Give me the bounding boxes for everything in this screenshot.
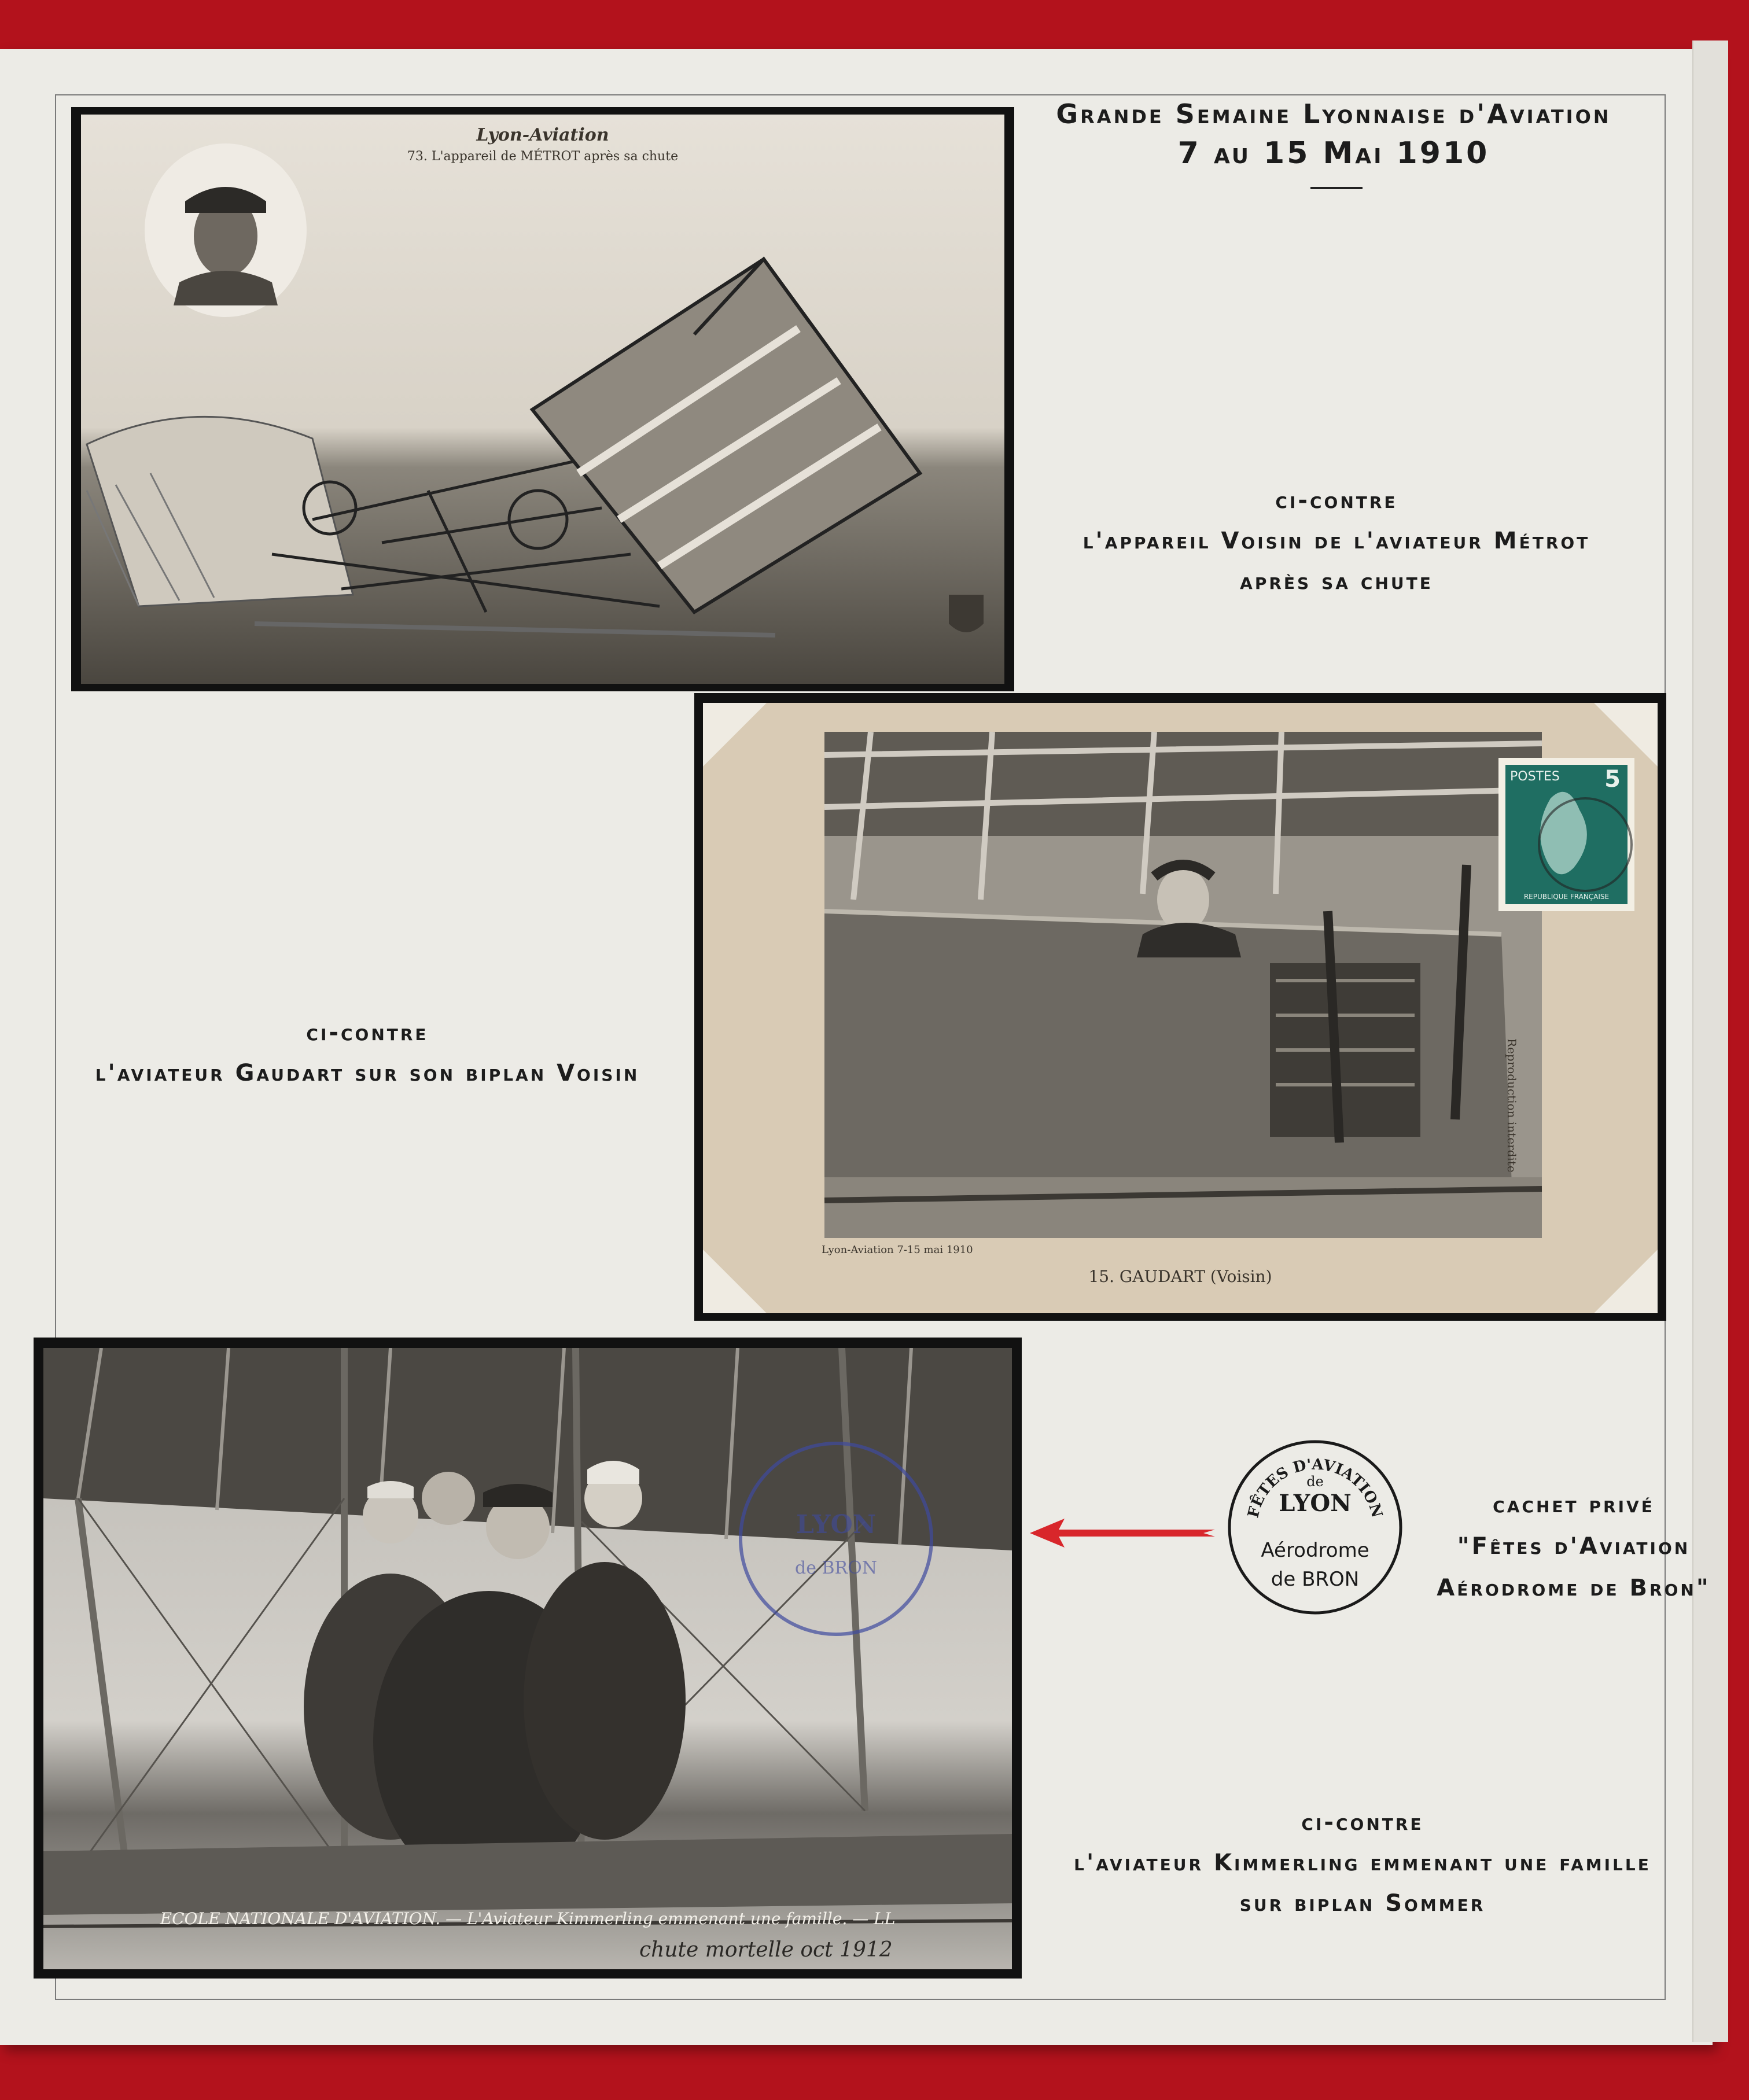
postcard-subheader: 73. L'appareil de MÉTROT après sa chute: [407, 149, 679, 164]
caption-kimmerling-line2: l'aviateur Kimmerling emmenant une famille: [1074, 1850, 1651, 1876]
caption-gaudart-line1: ci-contre: [306, 1019, 429, 1046]
caption-metrot-line3: après sa chute: [1240, 568, 1433, 595]
postcard-metrot-crash: [81, 115, 1004, 684]
caption-cachet-line2: "Fêtes d'Aviation: [1457, 1533, 1691, 1560]
svg-text:de BRON: de BRON: [795, 1558, 877, 1578]
caption-metrot: [1018, 480, 1655, 602]
postcard-footer-title: 15. GAUDART (Voisin): [1088, 1267, 1272, 1286]
title-underline: [1310, 187, 1363, 189]
metrot-crash-photo: [81, 115, 1004, 684]
postcard-footer: ECOLE NATIONALE D'AVIATION. — L'Aviateur Kimmerling emmenant une famille. — LL: [160, 1909, 896, 1928]
caption-cachet-line3: Aérodrome de Bron": [1437, 1575, 1711, 1601]
cachet-arc-text: FÊTES D'AVIATION: [1244, 1456, 1386, 1520]
cachet-city: LYON: [1279, 1490, 1352, 1517]
caption-cachet-line1: cachet privé: [1493, 1491, 1655, 1518]
postage-stamp-label: POSTES: [1510, 769, 1560, 784]
handwritten-note: chute mortelle oct 1912: [639, 1938, 893, 1962]
caption-metrot-line1: ci-contre: [1275, 487, 1398, 514]
postcard-footer-left: Lyon-Aviation 7-15 mai 1910: [822, 1244, 973, 1256]
cachet-prive-stamp: [1225, 1438, 1405, 1617]
caption-metrot-line2: l'appareil Voisin de l'aviateur Métrot: [1082, 528, 1590, 554]
caption-kimmerling: [1030, 1802, 1695, 1924]
postcard-gaudart: [703, 703, 1658, 1313]
cachet-line2: de BRON: [1271, 1568, 1360, 1591]
postcard-header: Lyon-Aviation: [476, 125, 609, 145]
page-title: Grande Semaine Lyonnaise d'Aviation: [1056, 98, 1611, 130]
postcard-kimmerling: [43, 1348, 1012, 1969]
cachet-de: de: [1306, 1473, 1324, 1490]
caption-gaudart-line2: l'aviateur Gaudart sur son biplan Voisin: [95, 1060, 640, 1086]
caption-gaudart: [35, 1012, 700, 1093]
postage-stamp-country: REPUBLIQUE FRANÇAISE: [1523, 893, 1610, 901]
page-subtitle-dates: 7 au 15 Mai 1910: [1177, 136, 1490, 171]
svg-text:LYON: LYON: [796, 1510, 877, 1539]
caption-cachet: [1423, 1484, 1724, 1609]
postage-stamp: [1498, 758, 1634, 911]
postcard-side-text: Reproduction interdite: [1505, 1038, 1519, 1173]
cachet-line1: Aérodrome: [1261, 1539, 1369, 1562]
sheet-stack-edge: [1692, 40, 1728, 2042]
arrow-left-icon: [1030, 1516, 1215, 1550]
postage-stamp-value: 5: [1604, 766, 1621, 793]
caption-kimmerling-line1: ci-contre: [1301, 1809, 1424, 1836]
blue-cachet-stamp: [732, 1435, 940, 1643]
caption-kimmerling-line3: sur biplan Sommer: [1239, 1890, 1486, 1917]
